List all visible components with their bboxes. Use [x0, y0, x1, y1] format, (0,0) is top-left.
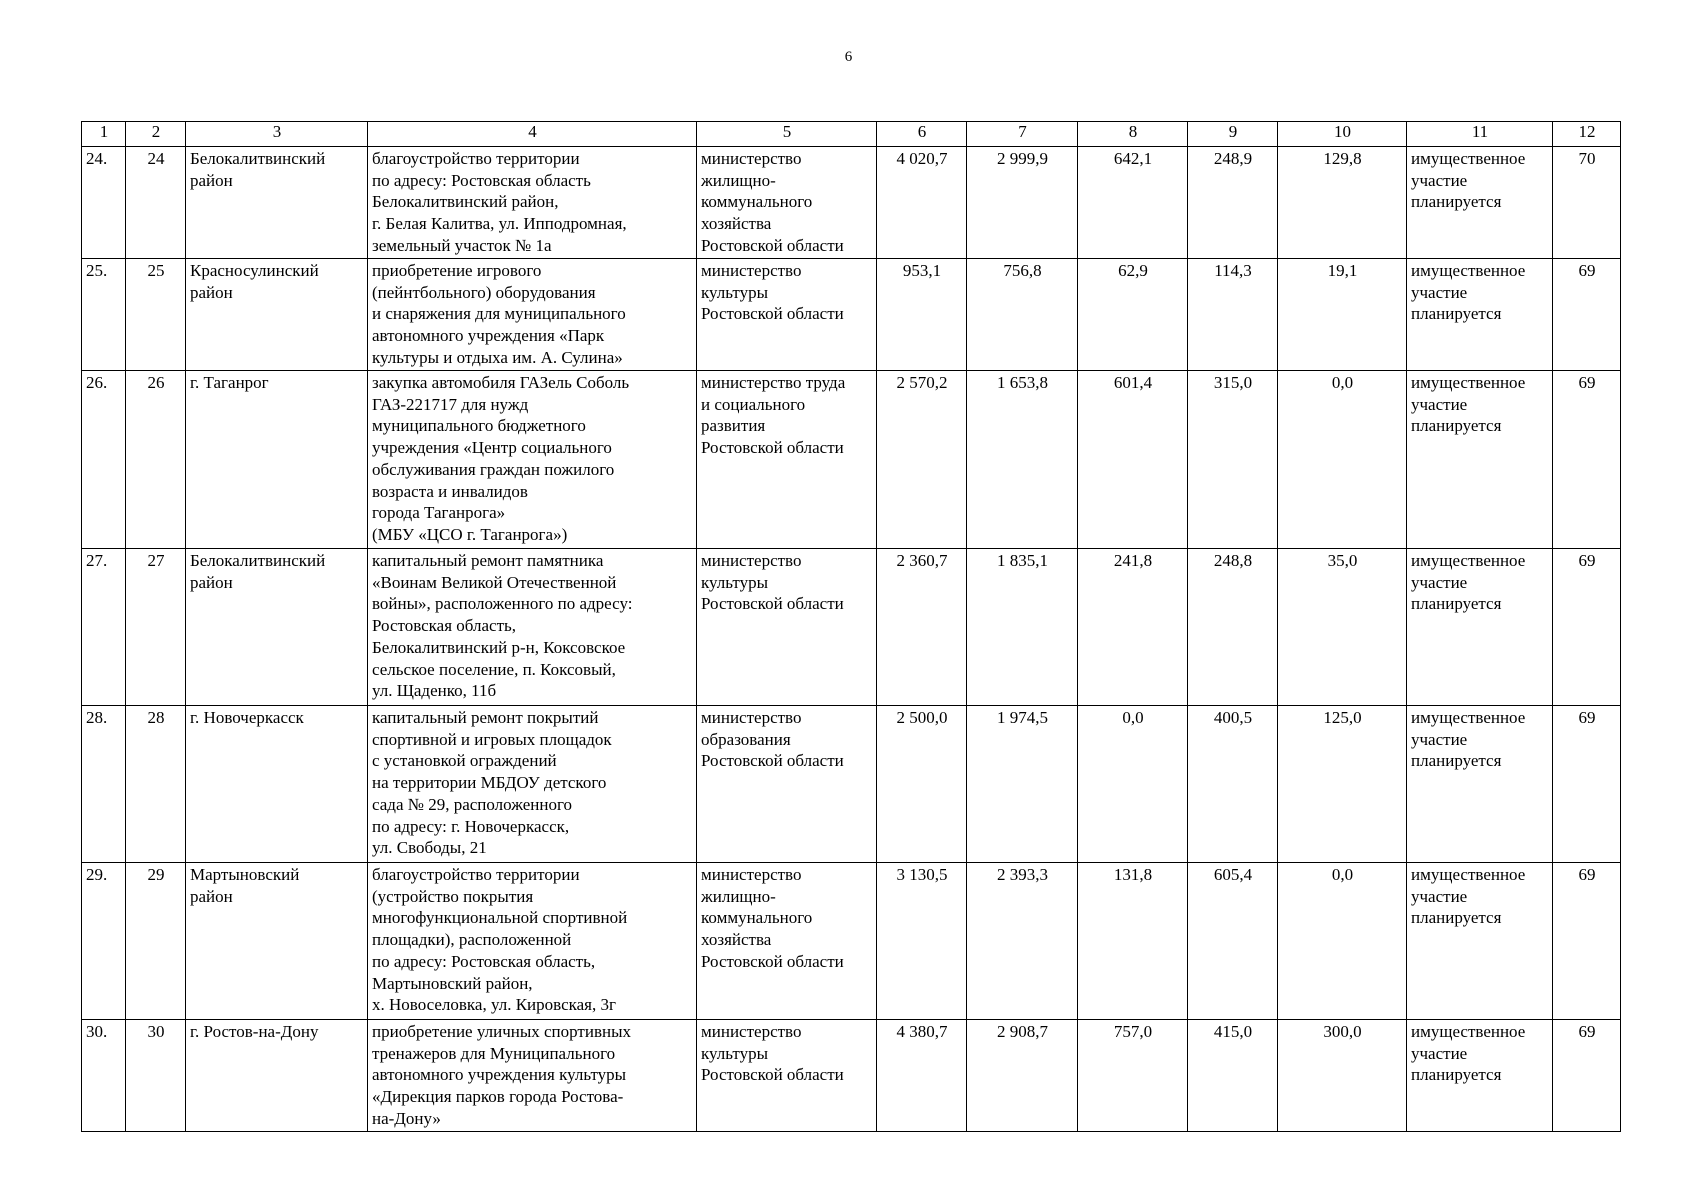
value-col6: 3 130,5 [877, 863, 967, 1020]
value-col7: 1 974,5 [967, 706, 1078, 863]
ministry-cell: министерство труда и социального развития Ростовской области [697, 371, 877, 549]
value-col8: 757,0 [1078, 1020, 1188, 1132]
value-col9: 315,0 [1188, 371, 1278, 549]
column-number-2: 2 [126, 122, 186, 147]
description-cell: закупка автомобиля ГАЗель Соболь ГАЗ-221717 для нужд муниципального бюджетного учреждения «Центр социального обслуживания граждан пожилого возраста и инвалидов города Таганрога» (МБУ «ЦСО г. Таганрога») [368, 371, 697, 549]
value-col6: 4 020,7 [877, 147, 967, 259]
row-index: 27. [82, 549, 126, 706]
participation-cell: имущественное участие планируется [1407, 706, 1553, 863]
participation-cell: имущественное участие планируется [1407, 147, 1553, 259]
value-col6: 2 500,0 [877, 706, 967, 863]
value-col8: 131,8 [1078, 863, 1188, 1020]
value-col8: 601,4 [1078, 371, 1188, 549]
participation-cell: имущественное участие планируется [1407, 549, 1553, 706]
value-col12: 69 [1553, 259, 1621, 371]
value-col7: 2 393,3 [967, 863, 1078, 1020]
value-col7: 1 653,8 [967, 371, 1078, 549]
column-number-11: 11 [1407, 122, 1553, 147]
district-cell: г. Новочеркасск [186, 706, 368, 863]
ministry-cell: министерство культуры Ростовской области [697, 549, 877, 706]
value-col8: 62,9 [1078, 259, 1188, 371]
value-col7: 2 999,9 [967, 147, 1078, 259]
participation-cell: имущественное участие планируется [1407, 1020, 1553, 1132]
description-cell: благоустройство территории по адресу: Ростовская область Белокалитвинский район, г. Белая Калитва, ул. Ипподромная, земельный участок № 1а [368, 147, 697, 259]
participation-cell: имущественное участие планируется [1407, 371, 1553, 549]
value-col6: 2 360,7 [877, 549, 967, 706]
row-index: 30. [82, 1020, 126, 1132]
participation-cell: имущественное участие планируется [1407, 259, 1553, 371]
page-number: 6 [844, 49, 853, 65]
table-row [82, 549, 1621, 706]
value-col9: 114,3 [1188, 259, 1278, 371]
value-col8: 642,1 [1078, 147, 1188, 259]
table-row [82, 863, 1621, 1020]
column-number-1: 1 [82, 122, 126, 147]
description-cell: приобретение игрового (пейнтбольного) оборудования и снаряжения для муниципального автономного учреждения «Парк культуры и отдыха им. А. Сулина» [368, 259, 697, 371]
value-col12: 69 [1553, 549, 1621, 706]
value-col7: 2 908,7 [967, 1020, 1078, 1132]
row-index: 28. [82, 706, 126, 863]
value-col6: 2 570,2 [877, 371, 967, 549]
ministry-cell: министерство образования Ростовской области [697, 706, 877, 863]
value-col12: 69 [1553, 706, 1621, 863]
column-number-8: 8 [1078, 122, 1188, 147]
row-index: 24. [82, 147, 126, 259]
row-index: 29. [82, 863, 126, 1020]
district-cell: Белокалитвинский район [186, 147, 368, 259]
value-col12: 69 [1553, 371, 1621, 549]
table-row [82, 259, 1621, 371]
value-col9: 605,4 [1188, 863, 1278, 1020]
ministry-cell: министерство культуры Ростовской области [697, 1020, 877, 1132]
row-number: 30 [126, 1020, 186, 1132]
column-numbers-row [82, 122, 1621, 147]
table-row [82, 706, 1621, 863]
description-cell: приобретение уличных спортивных тренажеров для Муниципального автономного учреждения культуры «Дирекция парков города Ростова- на-Дону» [368, 1020, 697, 1132]
value-col10: 0,0 [1278, 863, 1407, 1020]
table-row [82, 371, 1621, 549]
value-col10: 125,0 [1278, 706, 1407, 863]
value-col10: 35,0 [1278, 549, 1407, 706]
column-number-12: 12 [1553, 122, 1621, 147]
row-number: 28 [126, 706, 186, 863]
table-row [82, 147, 1621, 259]
value-col7: 1 835,1 [967, 549, 1078, 706]
projects-table [81, 121, 1621, 1132]
district-cell: Красносулинский район [186, 259, 368, 371]
column-number-4: 4 [368, 122, 697, 147]
value-col10: 0,0 [1278, 371, 1407, 549]
column-number-7: 7 [967, 122, 1078, 147]
value-col10: 129,8 [1278, 147, 1407, 259]
value-col8: 241,8 [1078, 549, 1188, 706]
value-col9: 400,5 [1188, 706, 1278, 863]
value-col8: 0,0 [1078, 706, 1188, 863]
row-number: 24 [126, 147, 186, 259]
description-cell: капитальный ремонт памятника «Воинам Великой Отечественной войны», расположенного по адресу: Ростовская область, Белокалитвинский р-н, Коксовское сельское поселение, п. Коксовый, ул. Щаденко, 11б [368, 549, 697, 706]
value-col10: 19,1 [1278, 259, 1407, 371]
row-number: 27 [126, 549, 186, 706]
row-number: 29 [126, 863, 186, 1020]
column-number-6: 6 [877, 122, 967, 147]
column-number-5: 5 [697, 122, 877, 147]
row-index: 25. [82, 259, 126, 371]
value-col12: 70 [1553, 147, 1621, 259]
column-number-3: 3 [186, 122, 368, 147]
value-col12: 69 [1553, 863, 1621, 1020]
value-col12: 69 [1553, 1020, 1621, 1132]
row-number: 25 [126, 259, 186, 371]
column-number-10: 10 [1278, 122, 1407, 147]
ministry-cell: министерство жилищно- коммунального хозяйства Ростовской области [697, 863, 877, 1020]
district-cell: Мартыновский район [186, 863, 368, 1020]
row-number: 26 [126, 371, 186, 549]
value-col7: 756,8 [967, 259, 1078, 371]
value-col9: 248,8 [1188, 549, 1278, 706]
value-col6: 4 380,7 [877, 1020, 967, 1132]
value-col10: 300,0 [1278, 1020, 1407, 1132]
value-col6: 953,1 [877, 259, 967, 371]
value-col9: 248,9 [1188, 147, 1278, 259]
ministry-cell: министерство жилищно- коммунального хозяйства Ростовской области [697, 147, 877, 259]
district-cell: г. Ростов-на-Дону [186, 1020, 368, 1132]
district-cell: г. Таганрог [186, 371, 368, 549]
row-index: 26. [82, 371, 126, 549]
ministry-cell: министерство культуры Ростовской области [697, 259, 877, 371]
column-number-9: 9 [1188, 122, 1278, 147]
table-body [82, 122, 1621, 1132]
table-row [82, 1020, 1621, 1132]
district-cell: Белокалитвинский район [186, 549, 368, 706]
description-cell: капитальный ремонт покрытий спортивной и игровых площадок с установкой ограждений на территории МБДОУ детского сада № 29, расположенного по адресу: г. Новочеркасск, ул. Свободы, 21 [368, 706, 697, 863]
description-cell: благоустройство территории (устройство покрытия многофункциональной спортивной площадки), расположенной по адресу: Ростовская область, Мартыновский район, х. Новоселовка, ул. Кировская, 3г [368, 863, 697, 1020]
value-col9: 415,0 [1188, 1020, 1278, 1132]
participation-cell: имущественное участие планируется [1407, 863, 1553, 1020]
